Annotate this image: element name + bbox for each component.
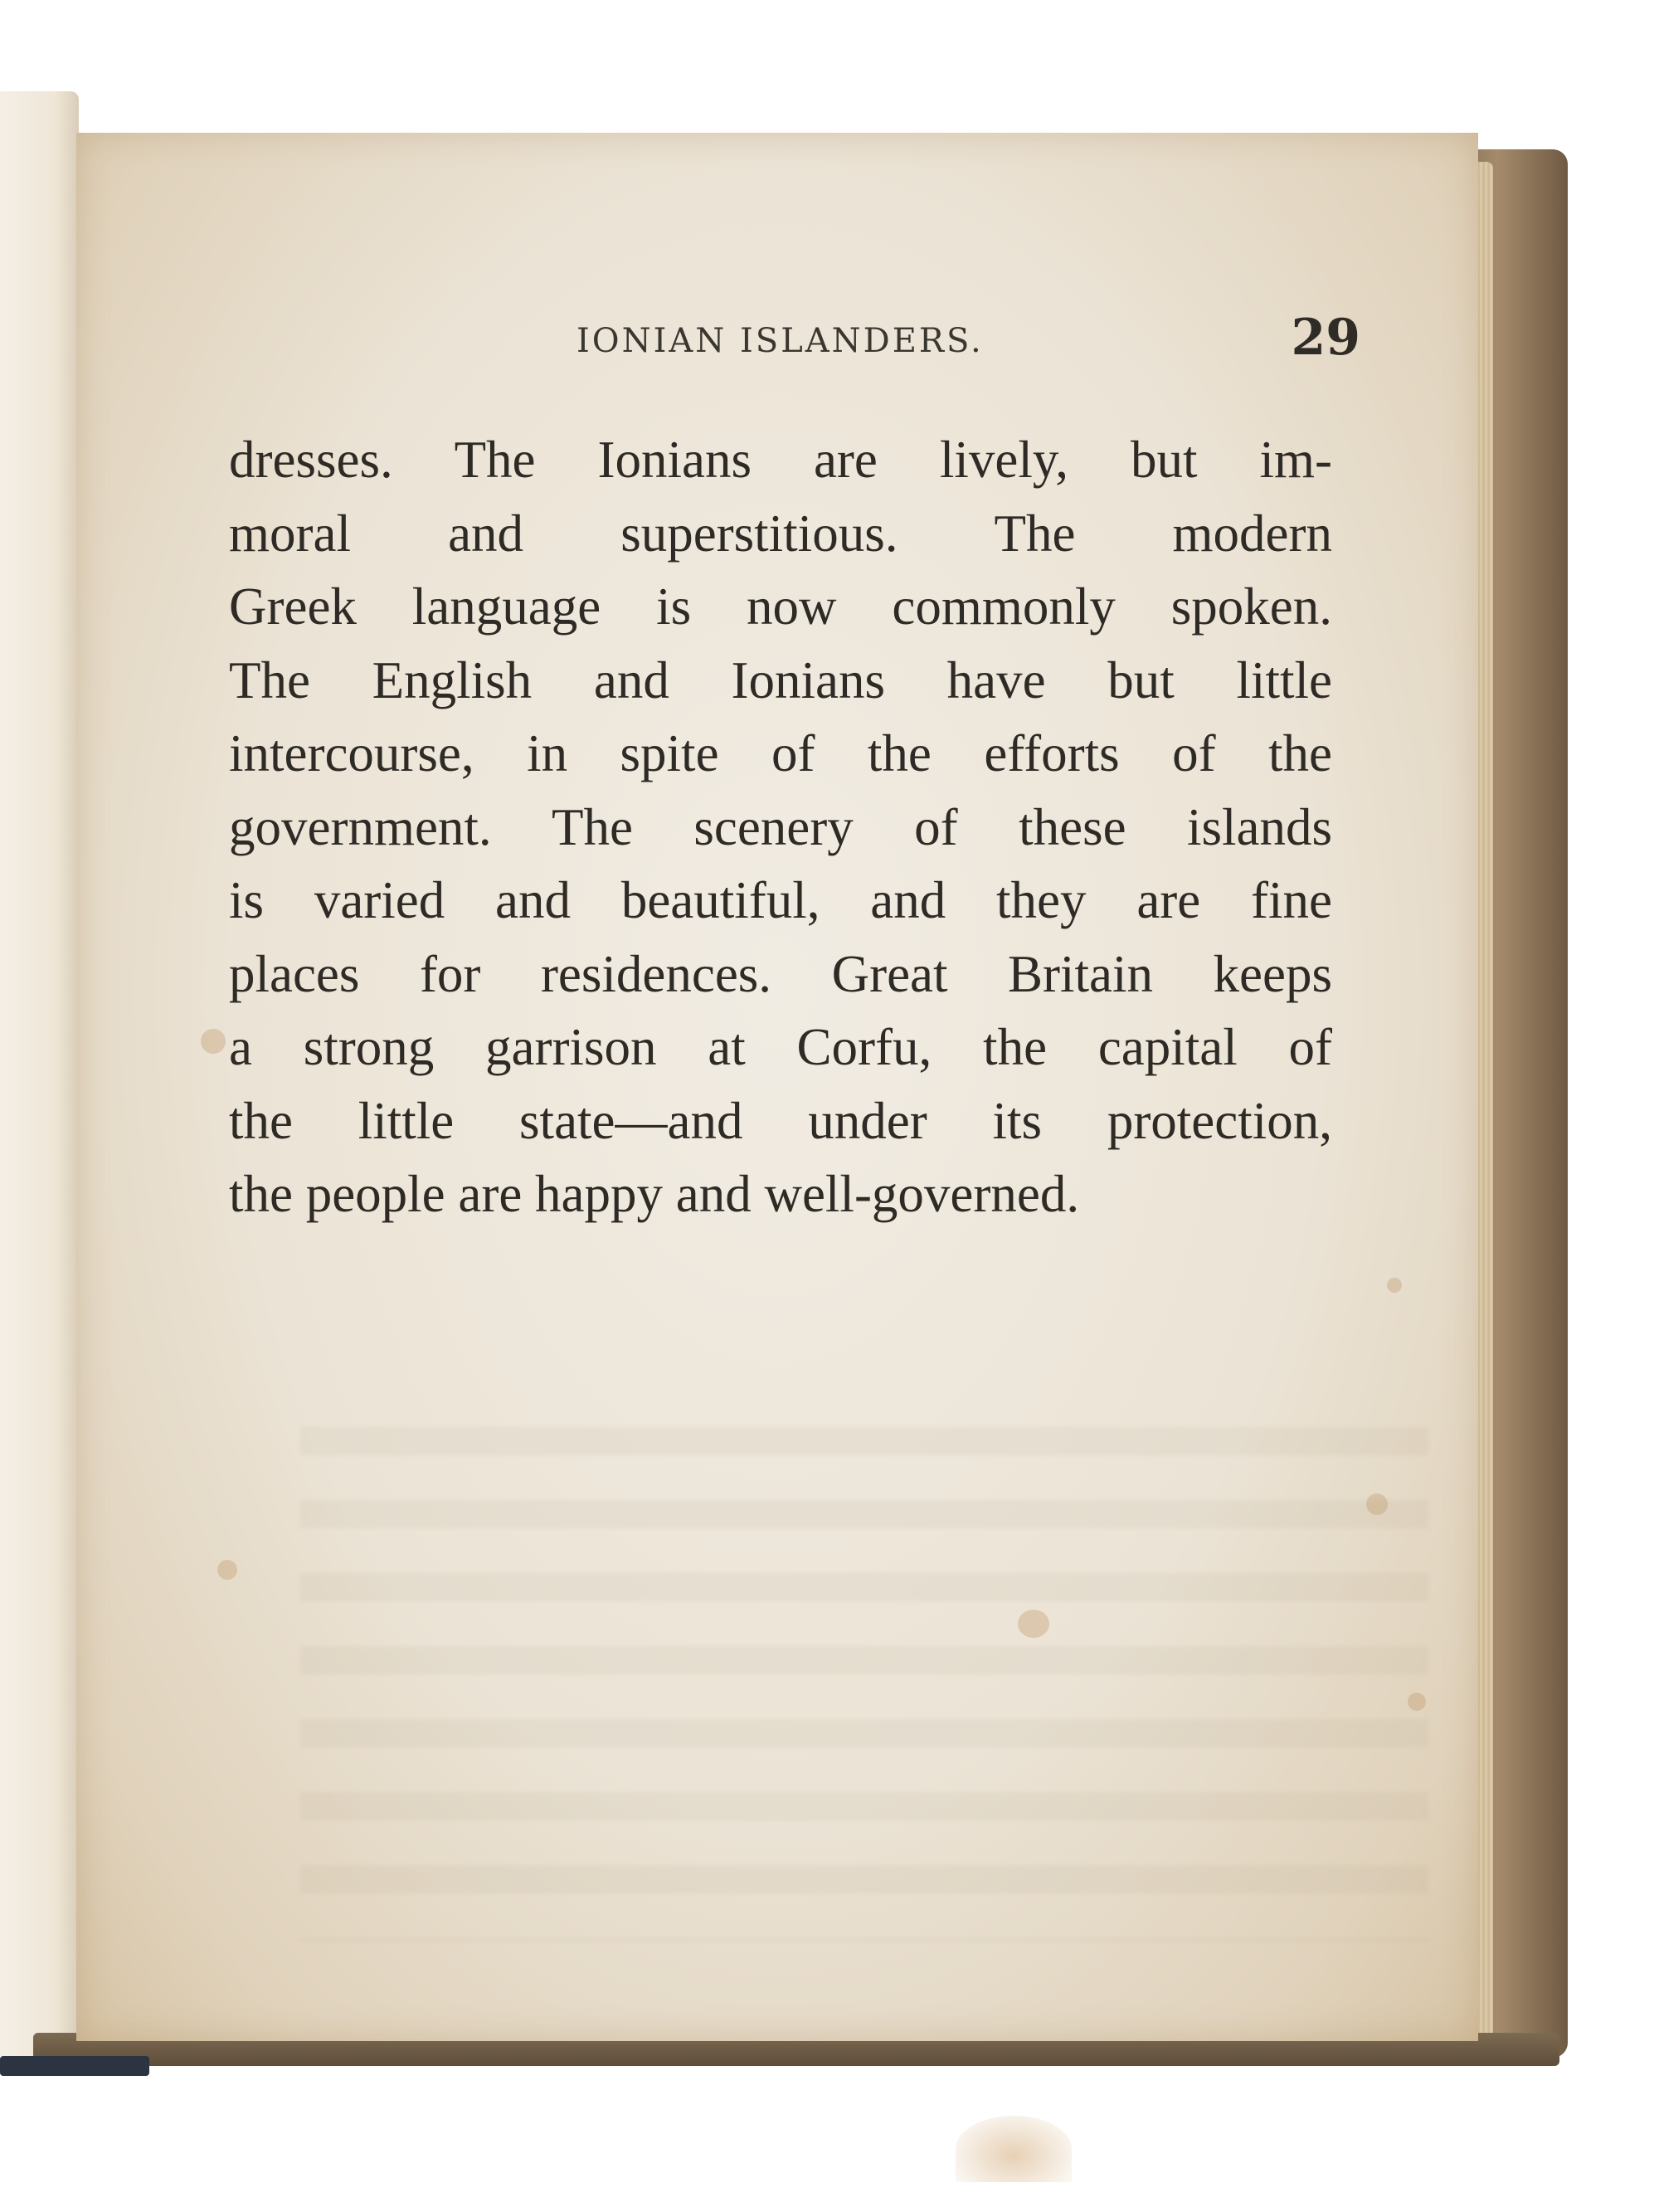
text-line: places for residences. Great Britain keeps bbox=[229, 944, 1332, 1003]
running-head: IONIAN ISLANDERS. bbox=[577, 322, 984, 360]
water-stain bbox=[956, 2116, 1072, 2182]
body-text bbox=[229, 423, 1332, 1231]
text-line: government. The scenery of these islands bbox=[229, 797, 1332, 856]
foxing-spot bbox=[1387, 1278, 1402, 1293]
text-line: dresses. The Ionians are lively, but im- bbox=[229, 431, 1332, 489]
foxing-spot bbox=[201, 1029, 226, 1054]
text-line: the little state—and under its protection, bbox=[229, 1091, 1332, 1150]
text-line: The English and Ionians have but little bbox=[229, 650, 1332, 709]
facing-page-edge bbox=[0, 91, 79, 2074]
text-line: Greek language is now commonly spoken. bbox=[229, 577, 1332, 636]
text-line: a strong garrison at Corfu, the capital of bbox=[229, 1018, 1332, 1076]
page-number: 29 bbox=[1291, 309, 1360, 367]
text-line: the people are happy and well-governed. bbox=[229, 1165, 1080, 1223]
foxing-spot bbox=[217, 1560, 237, 1580]
text-line: is varied and beautiful, and they are fine bbox=[229, 871, 1332, 929]
show-through-text bbox=[300, 1427, 1428, 1942]
foxing-spot bbox=[1366, 1493, 1388, 1515]
foxing-spot bbox=[1408, 1693, 1426, 1711]
text-line: intercourse, in spite of the efforts of the bbox=[229, 724, 1332, 782]
foxing-spot bbox=[1018, 1610, 1049, 1638]
spine-bottom-edge bbox=[0, 2056, 149, 2076]
text-line: moral and superstitious. The modern bbox=[229, 504, 1332, 563]
